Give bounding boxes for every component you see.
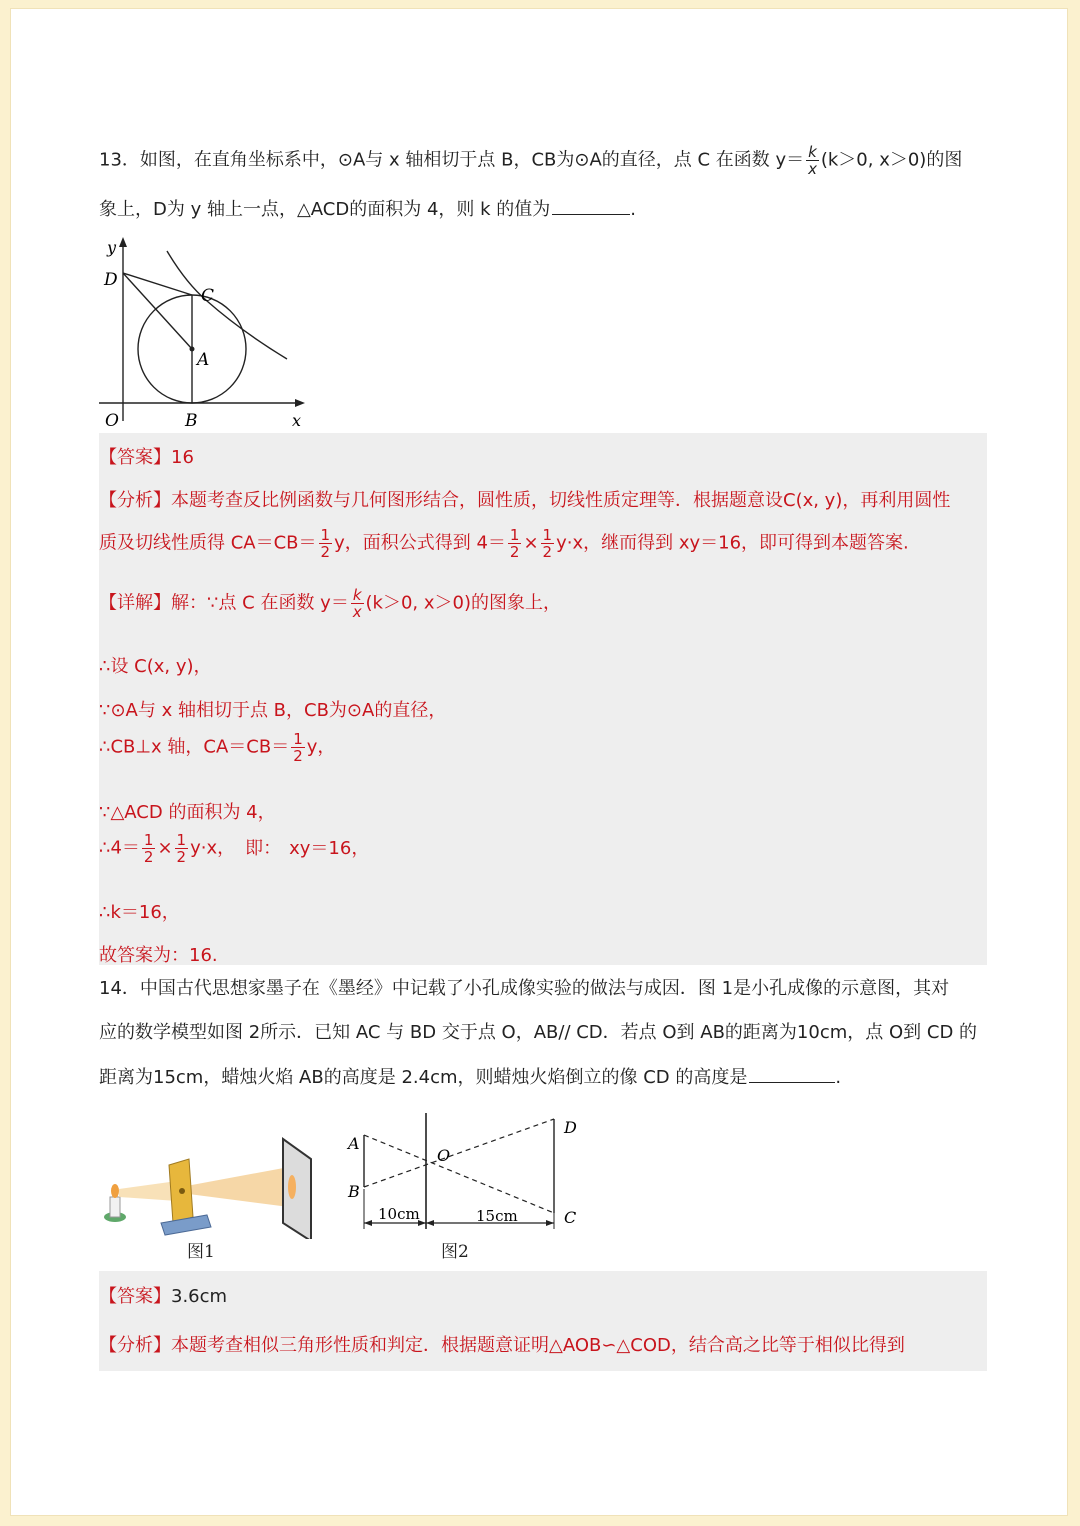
analysis-label: 【分析】: [99, 490, 171, 511]
fraction-half: $\frac{1}{2}$: [509, 526, 520, 561]
candle-flame: [111, 1184, 119, 1198]
q14-line3: 距离为15cm，蜡烛火焰 AB的高度是 2.4cm，则蜡烛火焰倒立的像 CD 的高度是 .: [99, 1067, 842, 1088]
dimension-15cm: 15cm: [476, 1207, 518, 1225]
q13-line1: [99, 144, 962, 177]
x-axis-arrow: [295, 399, 305, 407]
light-beam-left: [119, 1181, 177, 1201]
screen: [283, 1139, 311, 1239]
label-x: x: [292, 411, 302, 427]
a13-analysis-line1: 【分析】本题考查反比例函数与几何图形结合，圆性质，切线性质定理等．根据题意设C(x, y)，再利用圆性: [99, 490, 951, 511]
answer-label: 【答案】: [99, 447, 171, 468]
line-ac: [364, 1135, 554, 1213]
screen-image: [288, 1175, 296, 1199]
q14-line2: 应的数学模型如图 2所示．已知 AC 与 BD 交于点 O，AB// CD．若点 O到 AB的距离为10cm，点 O到 CD 的: [99, 1022, 978, 1043]
hyperbola-curve: [167, 251, 287, 359]
a13-answer-line: [99, 443, 194, 469]
a13-step4: ∵△ACD 的面积为 4，: [99, 802, 276, 823]
y-axis-arrow: [119, 237, 127, 247]
a13-step6: ∴k＝16，: [99, 902, 180, 923]
answer-blank: [552, 198, 630, 215]
label-c: C: [201, 286, 215, 306]
label-o: O: [437, 1146, 451, 1165]
arrow-mid-right: [426, 1220, 434, 1226]
pinhole-illustration: [99, 1131, 319, 1239]
fig2-caption: 图2: [441, 1242, 469, 1262]
a13-step5: ∴4＝ $\frac{1}{2}$ × $\frac{1}{2}$ y·x， 即： xy＝16，: [99, 831, 370, 866]
q14-line1: 14．中国古代思想家墨子在《墨经》中记载了小孔成像实验的做法与成因．图 1是小孔成像的示意图，其对: [99, 978, 950, 999]
fraction-k-over-x: $\frac{k}{x}$: [808, 143, 817, 178]
page: [10, 8, 1068, 1516]
detail-label: 【详解】: [99, 592, 171, 614]
q13-figure: [91, 231, 321, 427]
answer-blank: [749, 1066, 835, 1083]
fraction-half: $\frac{1}{2}$: [293, 730, 303, 765]
q13-text-a: 13．如图，在直角坐标系中，⊙A与 x 轴相切于点 B，CB为⊙A的直径，点 C 在函数 y＝: [99, 149, 805, 171]
label-a: A: [197, 350, 210, 370]
pinhole: [179, 1188, 185, 1194]
a13-analysis-line2: 质及切线性质得 CA＝CB＝ $\frac{1}{2}$ y，面积公式得到 4＝ $\frac{1}{2}$ × $\frac{1}{2}$ y·x，继而得到 xy＝16，即可得到本题答案.: [99, 526, 909, 561]
label-b: B: [348, 1182, 360, 1201]
a13-final: 故答案为：16.: [99, 945, 218, 966]
label-d: D: [564, 1118, 577, 1137]
fraction-half: $\frac{1}{2}$: [143, 831, 154, 866]
fig1-caption: 图1: [187, 1242, 215, 1262]
dimension-10cm: 10cm: [378, 1205, 420, 1223]
a14-answer-line: [99, 1282, 227, 1308]
label-y: y: [107, 238, 117, 257]
candle: [110, 1197, 120, 1217]
line-bd: [364, 1119, 554, 1187]
analysis-label: 【分析】: [99, 1335, 171, 1356]
a14-analysis-line1: 【分析】本题考查相似三角形性质和判定．根据题意证明△AOB∽△COD，结合高之比等于相似比得到: [99, 1335, 905, 1356]
answer-value: 16: [171, 447, 194, 468]
label-d: D: [104, 270, 118, 290]
a13-step1: ∴设 C(x, y)，: [99, 656, 212, 677]
answer-label: 【答案】: [99, 1286, 171, 1307]
q13-line2: 象上，D为 y 轴上一点，△ACD的面积为 4，则 k 的值为 .: [99, 199, 636, 220]
q13-text-c: 象上，D为 y 轴上一点，△ACD的面积为 4，则 k 的值为: [99, 199, 551, 220]
label-b: B: [185, 411, 198, 427]
answer-value: 3.6cm: [171, 1286, 228, 1307]
a13-detail-line1: 【详解】解：∵点 C 在函数 y＝ $\frac{k}{x}$ (k＞0, x＞0)的图象上，: [99, 586, 561, 621]
q13-text-b: (k＞0, x＞0)的图: [820, 149, 963, 171]
label-a: A: [348, 1134, 360, 1153]
fraction-half: $\frac{1}{2}$: [320, 526, 331, 561]
fraction-k-over-x: $\frac{k}{x}$: [352, 586, 362, 621]
label-c: C: [564, 1208, 577, 1227]
point-a: [190, 347, 195, 352]
label-o: O: [105, 411, 119, 427]
a13-step3: ∴CB⊥x 轴，CA＝CB＝ $\frac{1}{2}$ y，: [99, 730, 336, 765]
arrow-right: [546, 1220, 554, 1226]
light-beam-right: [181, 1167, 289, 1207]
arrow-left: [364, 1220, 372, 1226]
a13-step2: ∵⊙A与 x 轴相切于点 B，CB为⊙A的直径，: [99, 700, 447, 721]
fraction-half: $\frac{1}{2}$: [542, 526, 553, 561]
fraction-half: $\frac{1}{2}$: [176, 831, 187, 866]
q14-figure2: [336, 1105, 596, 1233]
